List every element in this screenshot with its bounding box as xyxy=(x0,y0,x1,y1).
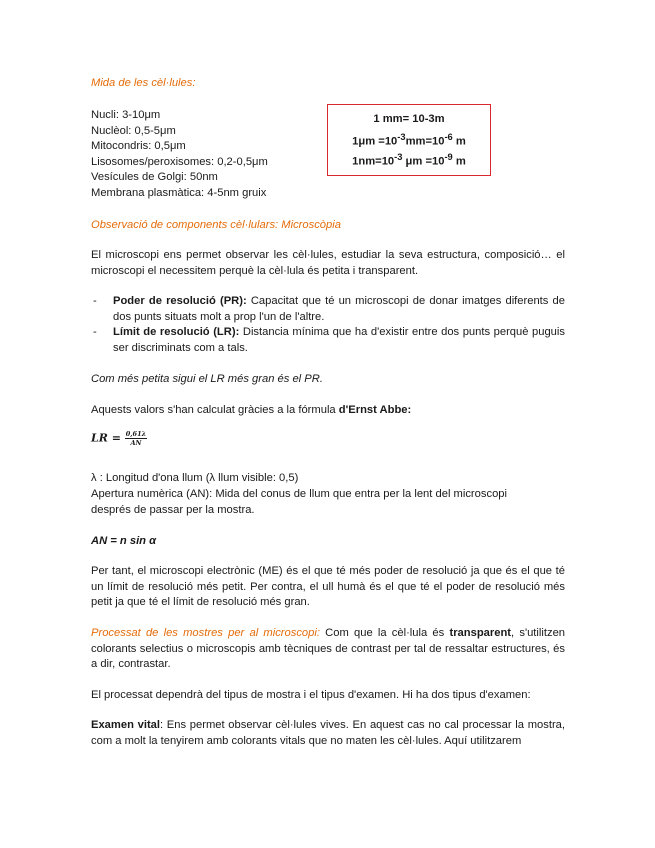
definitions-list xyxy=(91,294,565,356)
abbe-intro: Aquests valors s'han calculat gràcies a la fórmula d'Ernst Abbe: xyxy=(91,404,412,416)
size-item: Membrana plasmàtica: 4-5nm gruix xyxy=(91,186,267,199)
size-item: Lisosomes/peroxisomes: 0,2-0,5μm xyxy=(91,155,268,168)
definition-resolving-power: - Poder de resolució (PR): Capacitat que té un microscopi de donar imatges diferents de dos punts situats molt a prop l'un de l'altre. xyxy=(93,295,565,323)
section-title-cell-size: Mida de les cèl·lules: xyxy=(91,77,196,89)
size-item: Nucli: 3-10μm xyxy=(91,109,161,121)
section-title-processing: Processat de les mostres per al microscopi: xyxy=(91,627,320,639)
processing-types-paragraph: El processat dependrà del tipus de mostra i el tipus d'examen. Hi ha dos tipus d'examen: xyxy=(91,689,531,701)
conclusion-paragraph: Per tant, el microscopi electrònic (ME) és el que té més poder de resolució ja que és el que té un límit de resolució més petit. Per contra, el ull humà és el que té el poder de resolució més petit ja que té el límit de resolució més gran. xyxy=(91,565,565,608)
unit-line-um: $1\mu m =10^{-3}mm=10^{-6}$ m xyxy=(352,132,466,148)
numerical-aperture-definition: Apertura numèrica (AN): Mida del conus de llum que entra per la lent del microscopi després de passar per la mostra. xyxy=(91,488,507,516)
vital-exam-paragraph: Examen vital: Ens permet observar cèl·lules vives. En aquest cas no cal processar la mostra, com a molt la tenyirem amb colorants vitals que no maten les cèl·lules. Aquí utilitzarem xyxy=(91,719,566,747)
section-title-microscopy: Observació de components cèl·lulars: Microscòpia xyxy=(91,219,341,231)
unit-line-nm: $1nm=10^{-3}$ $\mu m =10^{-9}$ m xyxy=(352,152,466,168)
an-formula: AN = n sin α xyxy=(91,535,157,547)
lambda-definition: λ : Longitud d'ona llum (λ llum visible: 0,5) xyxy=(91,472,299,484)
abbe-formula: LR = $\frac{0,61\lambda}{AN}$ xyxy=(91,430,147,447)
sample-processing-paragraph: Processat de les mostres per al microscopi: Com que la cèl·lula és transparent, s'utilitzen colorants selectius o microscopis amb tècniques de contrast per tal de ressaltar estructures, és a dir, contrastar. xyxy=(91,627,566,670)
unit-line-mm: 1 mm= 10-3m xyxy=(373,113,445,125)
size-item: Nuclèol: 0,5-5μm xyxy=(91,124,176,137)
definition-resolution-limit: - Límit de resolució (LR): Distancia mínima que ha d'existir entre dos punts perquè puguis ser discriminats com a tals. xyxy=(93,326,565,354)
size-item: Mitocondris: 0,5μm xyxy=(91,140,186,152)
size-item: Vesícules de Golgi: 50nm xyxy=(91,171,218,183)
unit-conversion-box xyxy=(327,104,491,176)
lr-pr-note: Com més petita sigui el LR més gran és el PR. xyxy=(91,373,323,385)
microscopy-intro: El microscopi ens permet observar les cèl·lules, estudiar la seva estructura, composició… el microscopi el necessitem perquè la cèl·lula és petita i transparent. xyxy=(91,249,565,277)
